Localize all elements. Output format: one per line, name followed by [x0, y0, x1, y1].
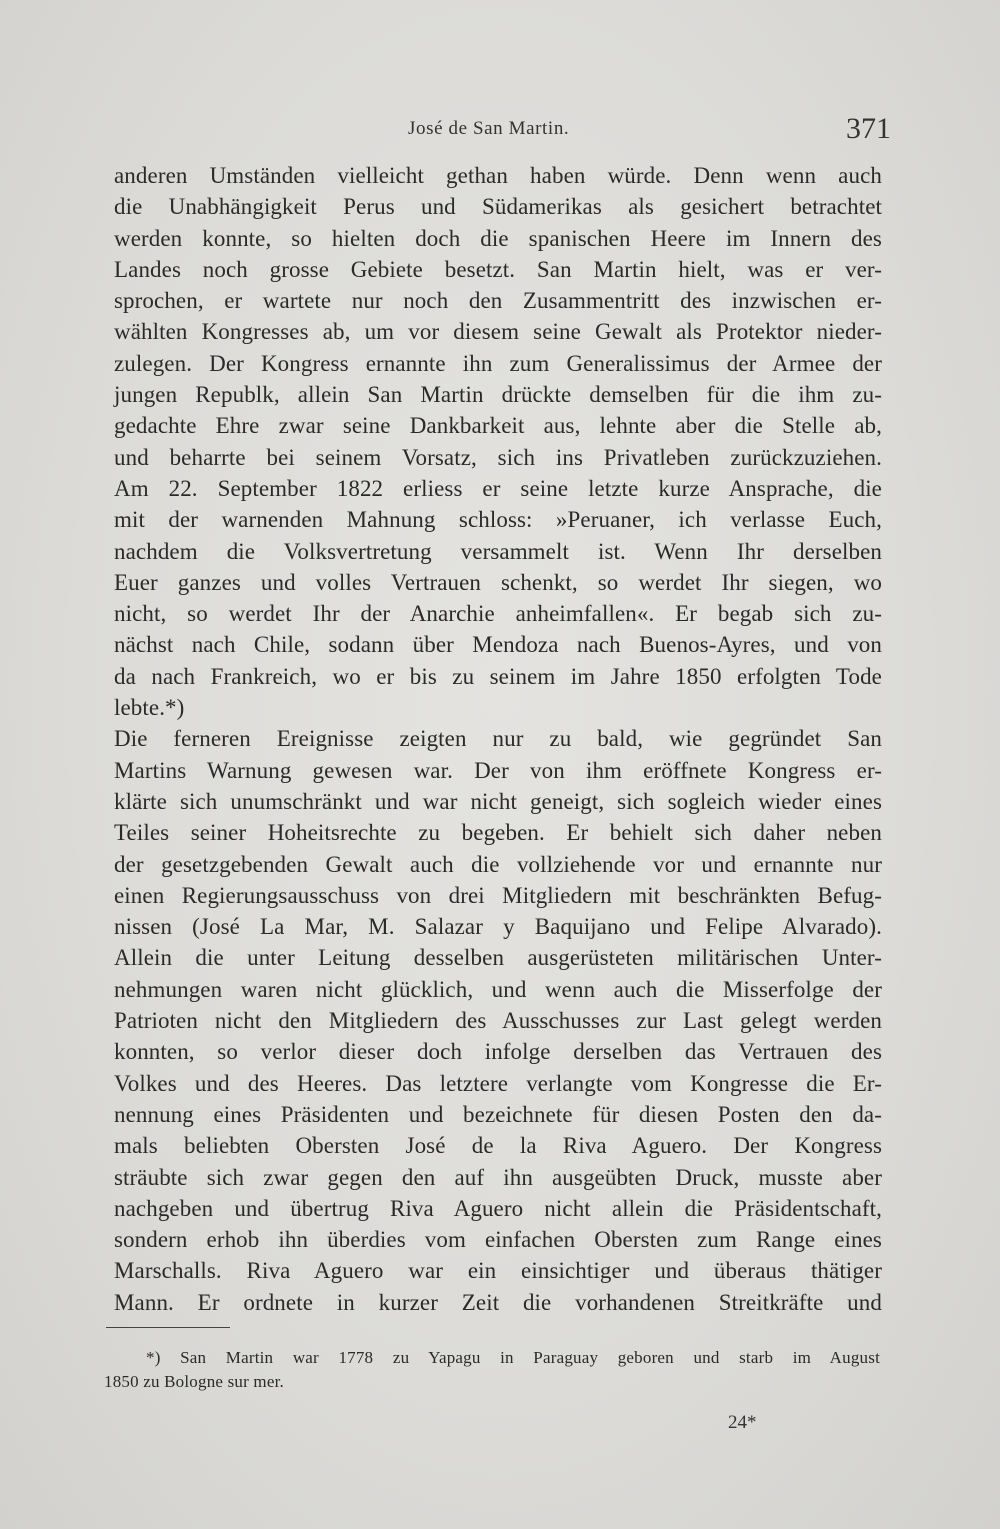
text-line: einen Regierungsausschuss von drei Mitgliedern mit beschränkten Befug-	[114, 882, 882, 908]
text-line: Martins Warnung gewesen war. Der von ihm eröffnete Kongress er-	[114, 757, 882, 783]
paragraph-end-line: lebte.*)	[114, 695, 185, 721]
text-line: nicht, so werdet Ihr der Anarchie anheimfallen«. Er begab sich zu-	[114, 601, 882, 627]
text-line: sondern erhob ihn überdies vom einfachen Obersten zum Range eines	[114, 1227, 882, 1253]
page-number: 371	[846, 112, 891, 145]
text-line: nächst nach Chile, sodann über Mendoza nach Buenos-Ayres, und von	[114, 632, 882, 658]
paragraph-start-line: Die ferneren Ereignisse zeigten nur zu bald, wie gegründet San	[114, 726, 882, 752]
text-line: nennung eines Präsidenten und bezeichnete für diesen Posten den da-	[114, 1101, 882, 1127]
text-line: Mann. Er ordnete in kurzer Zeit die vorhandenen Streitkräfte und	[114, 1289, 882, 1315]
text-line: sträubte sich zwar gegen den auf ihn ausgeübten Druck, musste aber	[114, 1164, 882, 1190]
text-line: werden konnte, so hielten doch die spanischen Heere im Innern des	[114, 225, 882, 251]
text-line: Teiles seiner Hoheitsrechte zu begeben. Er behielt sich daher neben	[114, 820, 882, 846]
running-head	[0, 112, 1000, 152]
text-line: jungen Republk, allein San Martin drückte demselben für die ihm zu-	[114, 382, 882, 408]
text-line: der gesetzgebenden Gewalt auch die vollziehende vor und ernannte nur	[114, 851, 882, 877]
body-text	[114, 160, 882, 1318]
text-line: Landes noch grosse Gebiete besetzt. San Martin hielt, was er ver-	[114, 256, 882, 282]
text-line: mit der warnenden Mahnung schloss: »Peruaner, ich verlasse Euch,	[114, 507, 882, 533]
text-line: anderen Umständen vielleicht gethan haben würde. Denn wenn auch	[114, 163, 882, 188]
text-line: wählten Kongresses ab, um vor diesem seine Gewalt als Protektor nieder-	[114, 319, 882, 345]
text-line: nachgeben und übertrug Riva Aguero nicht allein die Präsidentschaft,	[114, 1195, 882, 1221]
text-line: da nach Frankreich, wo er bis zu seinem im Jahre 1850 erfolgten Tode	[114, 663, 882, 689]
text-line: mals beliebten Obersten José de la Riva Aguero. Der Kongress	[114, 1133, 882, 1159]
footnote-line: *) San Martin war 1778 zu Yapagu in Paraguay geboren und starb im August	[146, 1348, 880, 1367]
text-line: konnten, so verlor dieser doch infolge derselben das Vertrauen des	[114, 1039, 882, 1065]
text-line: zulegen. Der Kongress ernannte ihn zum Generalissimus der Armee der	[114, 350, 882, 376]
text-line: Euer ganzes und volles Vertrauen schenkt, so werdet Ihr siegen, wo	[114, 569, 882, 595]
text-line: klärte sich unumschränkt und war nicht geneigt, sich sogleich wieder eines	[114, 788, 882, 814]
footnote	[104, 1346, 880, 1394]
text-line: sprochen, er wartete nur noch den Zusammentritt des inzwischen er-	[114, 288, 882, 314]
text-line: Allein die unter Leitung desselben ausgerüsteten militärischen Unter-	[114, 945, 882, 971]
footnote-divider	[106, 1327, 230, 1328]
text-line: die Unabhängigkeit Perus und Südamerikas als gesichert betrachtet	[114, 194, 882, 220]
text-line: gedachte Ehre zwar seine Dankbarkeit aus, lehnte aber die Stelle ab,	[114, 413, 882, 439]
text-line: nachdem die Volksvertretung versammelt ist. Wenn Ihr derselben	[114, 538, 882, 564]
text-line: Patrioten nicht den Mitgliedern des Ausschusses zur Last gelegt werden	[114, 1008, 882, 1034]
running-title: José de San Martin.	[408, 118, 570, 139]
text-line: nehmungen waren nicht glücklich, und wenn auch die Misserfolge der	[114, 976, 882, 1002]
footnote-line: 1850 zu Bologne sur mer.	[104, 1372, 284, 1391]
signature-mark: 24*	[728, 1412, 757, 1433]
text-line: Volkes und des Heeres. Das letztere verlangte vom Kongresse die Er-	[114, 1070, 882, 1096]
text-line: Am 22. September 1822 erliess er seine letzte kurze Ansprache, die	[114, 475, 882, 501]
text-line: und beharrte bei seinem Vorsatz, sich ins Privatleben zurückzuziehen.	[114, 444, 882, 470]
text-line: Marschalls. Riva Aguero war ein einsichtiger und überaus thätiger	[114, 1258, 882, 1284]
text-line: nissen (José La Mar, M. Salazar y Baquijano und Felipe Alvarado).	[114, 914, 882, 940]
